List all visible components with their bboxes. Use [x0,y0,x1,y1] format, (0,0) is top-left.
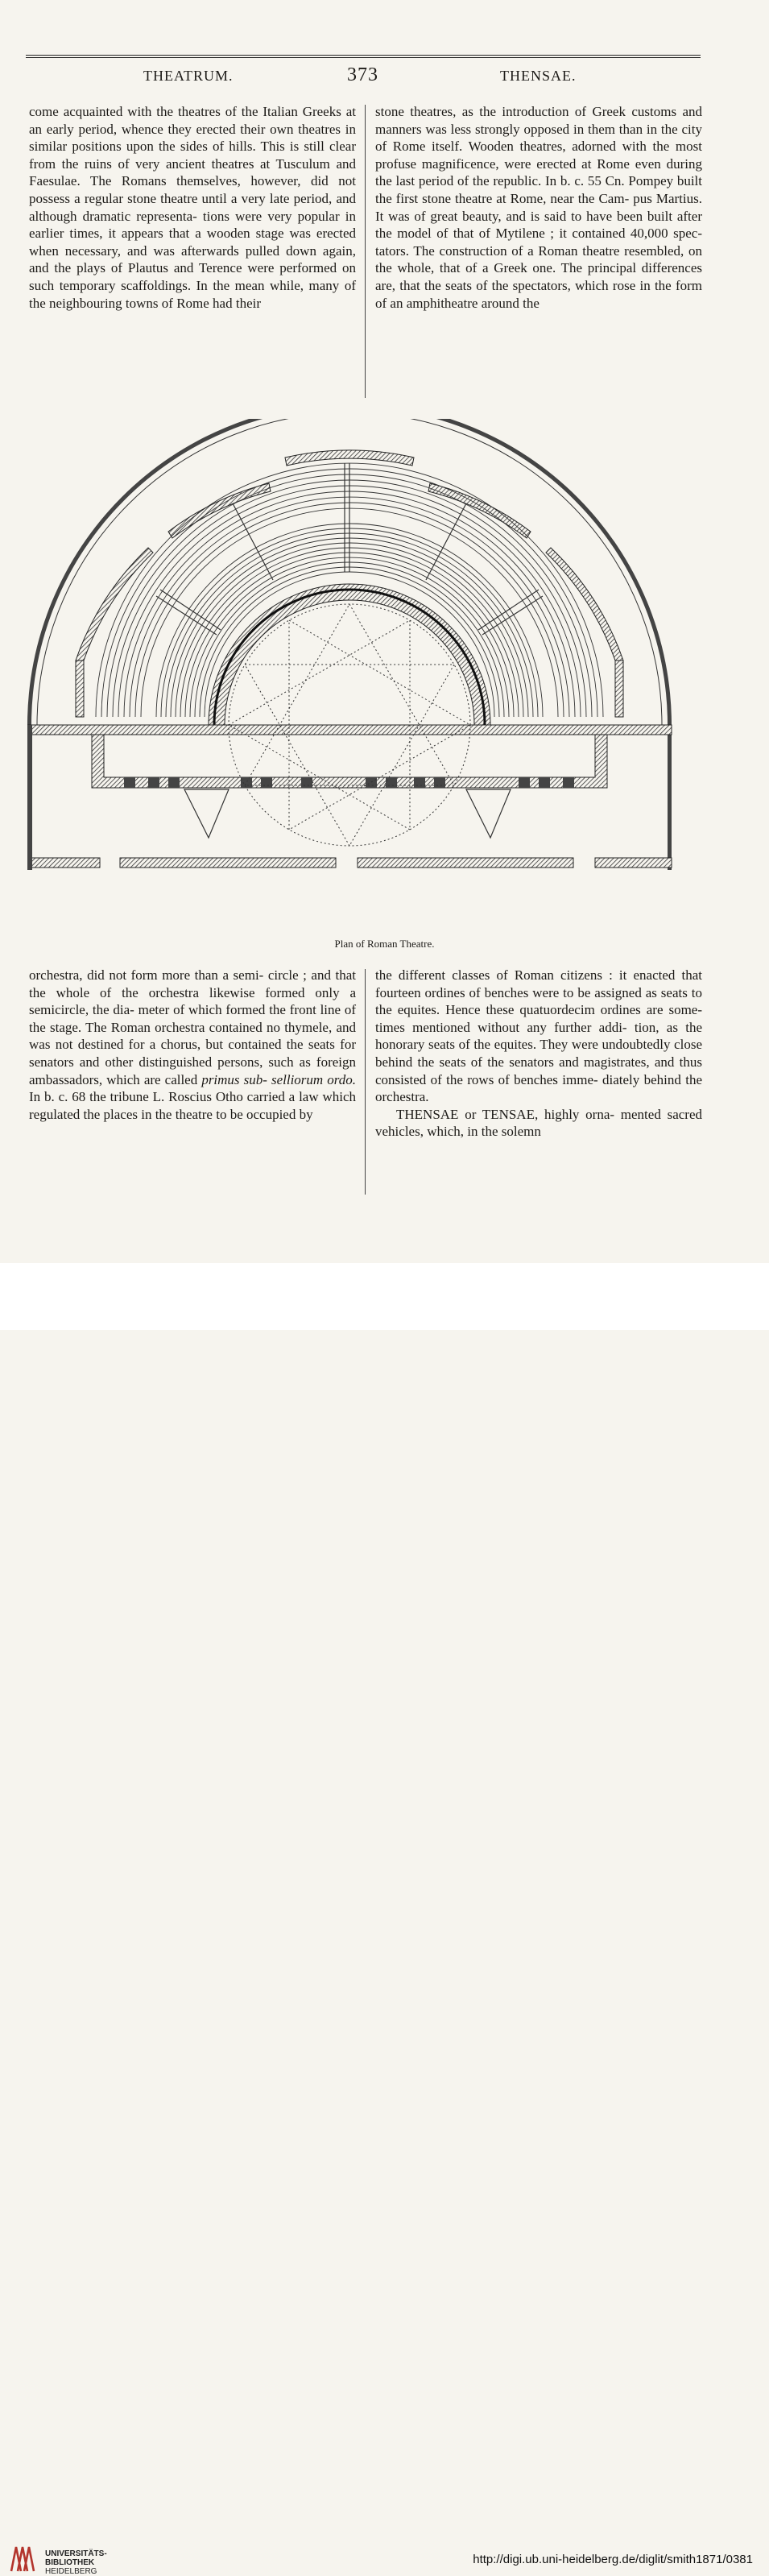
library-name [45,2549,107,2576]
library-line: UNIVERSITÄTS- [45,2549,107,2558]
library-line: BIBLIOTHEK [45,2558,95,2567]
running-head-left: THEATRUM. [143,68,234,84]
running-head-right: THENSAE. [500,68,577,84]
text-column-bottom-right [375,967,702,1141]
text-run: In b. c. 68 the tribune L. Roscius Otho carried a law which regulated the places in the theatre to be occupied by [29,1089,356,1122]
university-library-logo-icon [10,2544,37,2573]
paragraph: the different classes of Roman citizens : it enacted that fourteen ordines of benches were to be assigned as seats to the equites. Hence these quatuordecim ordines are some- times mentioned without any further addi- tion, as the honorary seats of the equites. They were undoubtedly close behind the seats of the senators and magistrates, and thus consisted of the rows of benches imme- diately behind the orchestra. [375,967,702,1105]
paragraph [29,967,356,1123]
header-rule-thin [26,57,701,58]
permalink-url[interactable]: http://digi.ub.uni-heidelberg.de/diglit/smith1871/0381 [473,2553,753,2566]
theatre-plan-figure [27,419,712,934]
text-column-bottom-left [29,967,356,1123]
book-page [0,0,769,1263]
paragraph-entry [375,1106,702,1141]
column-divider [365,969,366,1195]
paragraph: stone theatres, as the introduction of Greek customs and manners was less strongly opposed in them than in the city of Rome itself. Wooden theatres, adorned with the most profuse magnificence, were erected at Rome even during the last period of the republic. In b. c. 55 Cn. Pompey built the first stone theatre at Rome, near the Cam- pus Martius. It was of great beauty, and is said to have been built after the model of that of Mytilene ; it contained 40,000 spec- tators. The construction of a Roman theatre resembled, on the whole, that of a Greek one. The principal differences are, that the seats of the spectators, which rose in the form of an amphitheatre around the [375,104,702,311]
header-rule [26,55,701,56]
latin-term: primus sub- selliorum ordo. [201,1071,357,1087]
figure-caption: Plan of Roman Theatre. [334,938,435,950]
library-line: HEIDELBERG [45,2567,97,2576]
text-run: orchestra, did not form more than a semi- circle ; and that the whole of the orchestra likewise formed only a semicircle, the dia- meter of which formed the front line of the stage. The Roman orchestra contained no thymele, and was not destined for a chorus, but contained the seats for senators and other distinguished persons, such as foreign ambassadors, which are called [29,967,356,1087]
viewer-footer [0,1263,769,2576]
text-column-top-right [375,103,702,312]
column-divider [365,105,366,398]
page-number: 373 [347,64,378,85]
entry-text: THENSAE or TENSAE, highly orna- mented sacred vehicles, which, in the solemn [375,1106,702,1140]
text-column-top-left [29,103,356,312]
paragraph: come acquainted with the theatres of the Italian Greeks at an early period, whence they erected their own theatres in similar positions upon the sides of hills. This is still clear from the ruins of very ancient theatres at Tusculum and Faesulae. The Romans themselves, however, did not possess a regular stone theatre until a very late period, and although dramatic representa- tions were very popular in earlier times, it appears that a wooden stage was erected when necessary, and was afterwards pulled down again, and the plays of Plautus and Terence were performed on such temporary scaffoldings. In the mean while, many of the neighbouring towns of Rome had their [29,104,356,311]
